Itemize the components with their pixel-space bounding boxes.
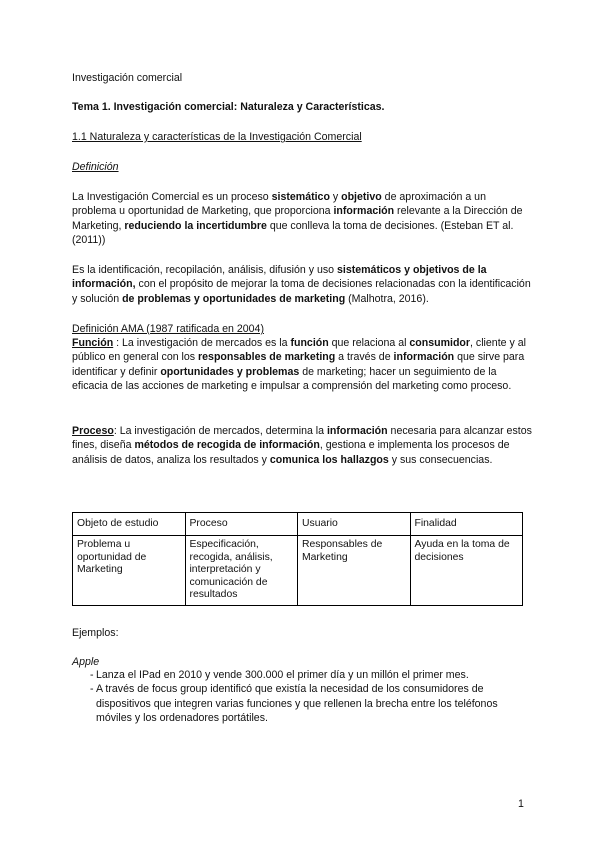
proceso-text-2: necesaria para alcanzar estos fines, diseña bbox=[72, 425, 532, 452]
ejemplos-label: Ejemplos: bbox=[72, 627, 119, 639]
funcion-text-1: : La investigación de mercados es la bbox=[113, 337, 291, 349]
list-item bbox=[72, 682, 532, 725]
table-cell: Ayuda en la toma de decisiones bbox=[410, 536, 523, 606]
list-item bbox=[72, 668, 532, 682]
funcion-bold-3: responsables de marketing bbox=[198, 351, 336, 364]
table-row bbox=[73, 536, 523, 606]
funcion-bold-4: información bbox=[393, 351, 455, 364]
definition-paragraph-2 bbox=[72, 263, 532, 306]
example-text: Lanza el IPad en 2010 y vende 300.000 el primer día y un millón el primer mes. bbox=[96, 669, 469, 681]
proceso-text-1: : La investigación de mercados, determina la bbox=[113, 425, 327, 437]
p1-bold-2: objetivo bbox=[341, 191, 382, 203]
p2-text-2: con el propósito de mejorar la toma de decisiones relacionadas con la identificación y solución bbox=[72, 278, 531, 305]
p1-bold-4: reduciendo la incertidumbre bbox=[124, 219, 267, 232]
funcion-bold-5: oportunidades y problemas bbox=[160, 365, 300, 378]
funcion-bold-2: consumidor bbox=[409, 337, 471, 349]
bullet-dash: - bbox=[90, 683, 94, 696]
subject-line: Investigación comercial bbox=[72, 72, 183, 84]
table-header-cell: Usuario bbox=[298, 513, 411, 536]
table-header-row bbox=[73, 513, 523, 536]
table-cell: Especificación, recogida, análisis, interpretación y comunicación de resultados bbox=[185, 536, 298, 606]
table-cell: Problema u oportunidad de Marketing bbox=[73, 536, 186, 606]
funcion-text-6: de marketing; hacer un seguimiento de la eficacia de las acciones de marketing e impulsar a comprensión del marketing como proceso. bbox=[72, 365, 512, 393]
tema-title-text: Tema 1. Investigación comercial: Naturaleza y Características. bbox=[72, 101, 385, 113]
proceso-bold-2: métodos de recogida de información bbox=[134, 439, 320, 452]
p1-bold-3: información bbox=[333, 205, 395, 218]
p2-bold-2: de problemas y oportunidades de marketing bbox=[122, 292, 346, 305]
proceso-paragraph bbox=[72, 424, 532, 467]
page-number: 1 bbox=[518, 798, 524, 810]
p1-text-3: de aproximación a un problema u oportunidad de Marketing, que proporciona bbox=[72, 191, 486, 218]
proceso-label: Proceso bbox=[72, 425, 114, 437]
funcion-bold-1: función bbox=[290, 337, 329, 349]
definition-paragraph-1 bbox=[72, 190, 532, 248]
p1-text-5: que conlleva la toma de decisiones. (Esteban ET al. (2011)) bbox=[72, 219, 514, 247]
definicion-label: Definición bbox=[72, 161, 119, 173]
funcion-paragraph bbox=[72, 336, 532, 394]
ama-heading: Definición AMA (1987 ratificada en 2004) bbox=[72, 323, 264, 335]
table-header-cell: Objeto de estudio bbox=[73, 513, 186, 536]
examples-list bbox=[72, 668, 532, 726]
funcion-label: Función bbox=[72, 337, 114, 349]
proceso-bold-3: comunica los hallazgos bbox=[269, 453, 389, 466]
p2-text-3: (Malhotra, 2016). bbox=[345, 292, 429, 305]
p1-text-4: relevante a la Dirección de Marketing, bbox=[72, 205, 523, 232]
funcion-text-5: que sirve para identificar y definir bbox=[72, 351, 525, 378]
summary-table bbox=[72, 512, 523, 606]
table-cell: Responsables de Marketing bbox=[298, 536, 411, 606]
p1-bold-1: sistemático bbox=[271, 191, 330, 203]
table-header-cell: Finalidad bbox=[410, 513, 523, 536]
bullet-dash: - bbox=[90, 669, 94, 681]
tema-title bbox=[72, 100, 532, 114]
table-header-cell: Proceso bbox=[185, 513, 298, 536]
section-heading: 1.1 Naturaleza y características de la Investigación Comercial bbox=[72, 131, 362, 143]
proceso-text-4: y sus consecuencias. bbox=[388, 453, 493, 466]
p1-text-1: La Investigación Comercial es un proceso bbox=[72, 191, 272, 203]
funcion-text-4: a través de bbox=[335, 351, 394, 364]
p2-text-1: Es la identificación, recopilación, análisis, difusión y uso bbox=[72, 264, 337, 276]
funcion-text-2: que relaciona al bbox=[328, 337, 410, 349]
funcion-text-3: , cliente y al público en general con los bbox=[72, 337, 526, 364]
proceso-bold-1: información bbox=[326, 425, 388, 437]
apple-label: Apple bbox=[72, 656, 100, 668]
example-text: A través de focus group identificó que existía la necesidad de los consumidores de dispositivos que integren varias funciones y que rellenen la brecha entre los teléfonos móviles y los ordenadores portátiles. bbox=[96, 683, 498, 725]
p2-bold-1: sistemáticos y objetivos de la información, bbox=[72, 264, 487, 291]
proceso-text-3: , gestiona e implementa los procesos de análisis de datos, analiza los resultados y bbox=[72, 439, 510, 466]
p1-text-2: y bbox=[329, 191, 342, 203]
